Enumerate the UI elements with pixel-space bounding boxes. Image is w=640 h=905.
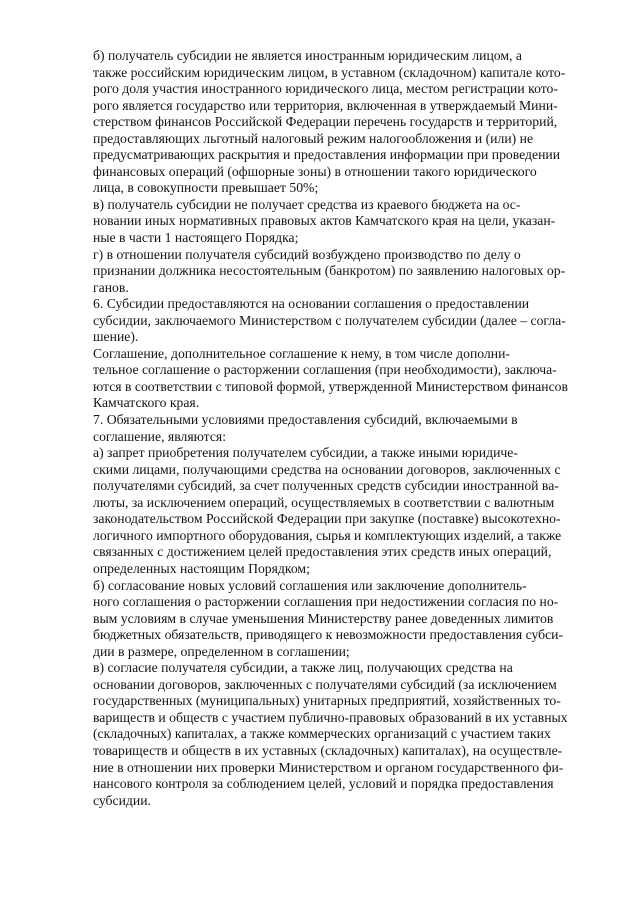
paragraph-7-conditions: 7. Обязательными условиями предоставления субсидий, включаемыми в соглашение, являются: (93, 412, 518, 444)
document-body (93, 48, 618, 809)
paragraph-7a-currency-ban: а) запрет приобретения получателем субсидии, а также иными юридиче- скими лицами, получающими средства на основании договоров, заключенных с получателями субсидий, за счет полученных средств субсидии иностранной ва- люты, за исключением операций, осуществляемых в соответствии с валютным законодательством Российской Федерации при закупке (поставке) высокотехно- логичного импортного оборудования, сырья и комплектующих изделий, а также связанных с достижением целей предоставления этих средств иных операций, определенных настоящим Порядком; (93, 445, 562, 576)
paragraph-7v-inspection-consent: в) согласие получателя субсидии, а также лиц, получающих средства на основании договоров, заключенных с получателями субсидий (за исключением государственных (муниципальных) унитарных предприятий, хозяйственных то- вариществ и обществ с участием публично-правовых образований в их уставных (складочных) капиталах, а также коммерческих организаций с участием таких товариществ и обществ в их уставных (складочных) капиталах), на осуществле- ние в отношении них проверки Министерством и органом государственного фи- нансового контроля за соблюдением целей, условий и порядка предоставления субсидии. (93, 660, 568, 808)
paragraph-5g-bankruptcy: г) в отношении получателя субсидий возбуждено производство по делу о признании должника несостоятельным (банкротом) по заявлению налоговых ор- ганов. (93, 246, 566, 295)
paragraph-5b-foreign-entity: б) получатель субсидии не является иностранным юридическим лицом, а также российским юридическим лицом, в уставном (складочном) капитале кото- рого доля участия иностранного юридического лица, местом регистрации кото- рого является государство или территория, включенная в утверждаемый Мини- стерством финансов Российской Федерации перечень государств и территорий, предоставляющих льготный налоговый режим налогообложения и (или) не предусматривающих раскрытия и предоставления информации при проведении финансовых операций (офшорные зоны) в отношении такого юридического лица, в совокупности превышает 50%; (93, 48, 566, 196)
paragraph-agreement-form: Соглашение, дополнительное соглашение к нему, в том числе дополни- тельное соглашение о расторжении соглашения (при необходимости), заключа- ются в соответствии с типовой формой, утвержденной Министерством финансов Камчатского края. (93, 345, 568, 411)
paragraph-7b-new-conditions: б) согласование новых условий соглашения или заключение дополнитель- ного соглашения о расторжении соглашения при недостижении согласия по но- вым условиям в случае уменьшения Министерству ранее доведенных лимитов бюджетных обязательств, приводящего к невозможности предоставления субси- дии в размере, определенном в соглашении; (93, 577, 564, 659)
paragraph-6-agreement: 6. Субсидии предоставляются на основании соглашения о предоставлении субсидии, заключаемого Министерством с получателем субсидии (далее – согла- шение). (93, 296, 566, 345)
paragraph-5v-regional-budget: в) получатель субсидии не получает средства из краевого бюджета на ос- новании иных нормативных правовых актов Камчатского края на цели, указан- ные в части 1 настоящего Порядка; (93, 196, 556, 246)
